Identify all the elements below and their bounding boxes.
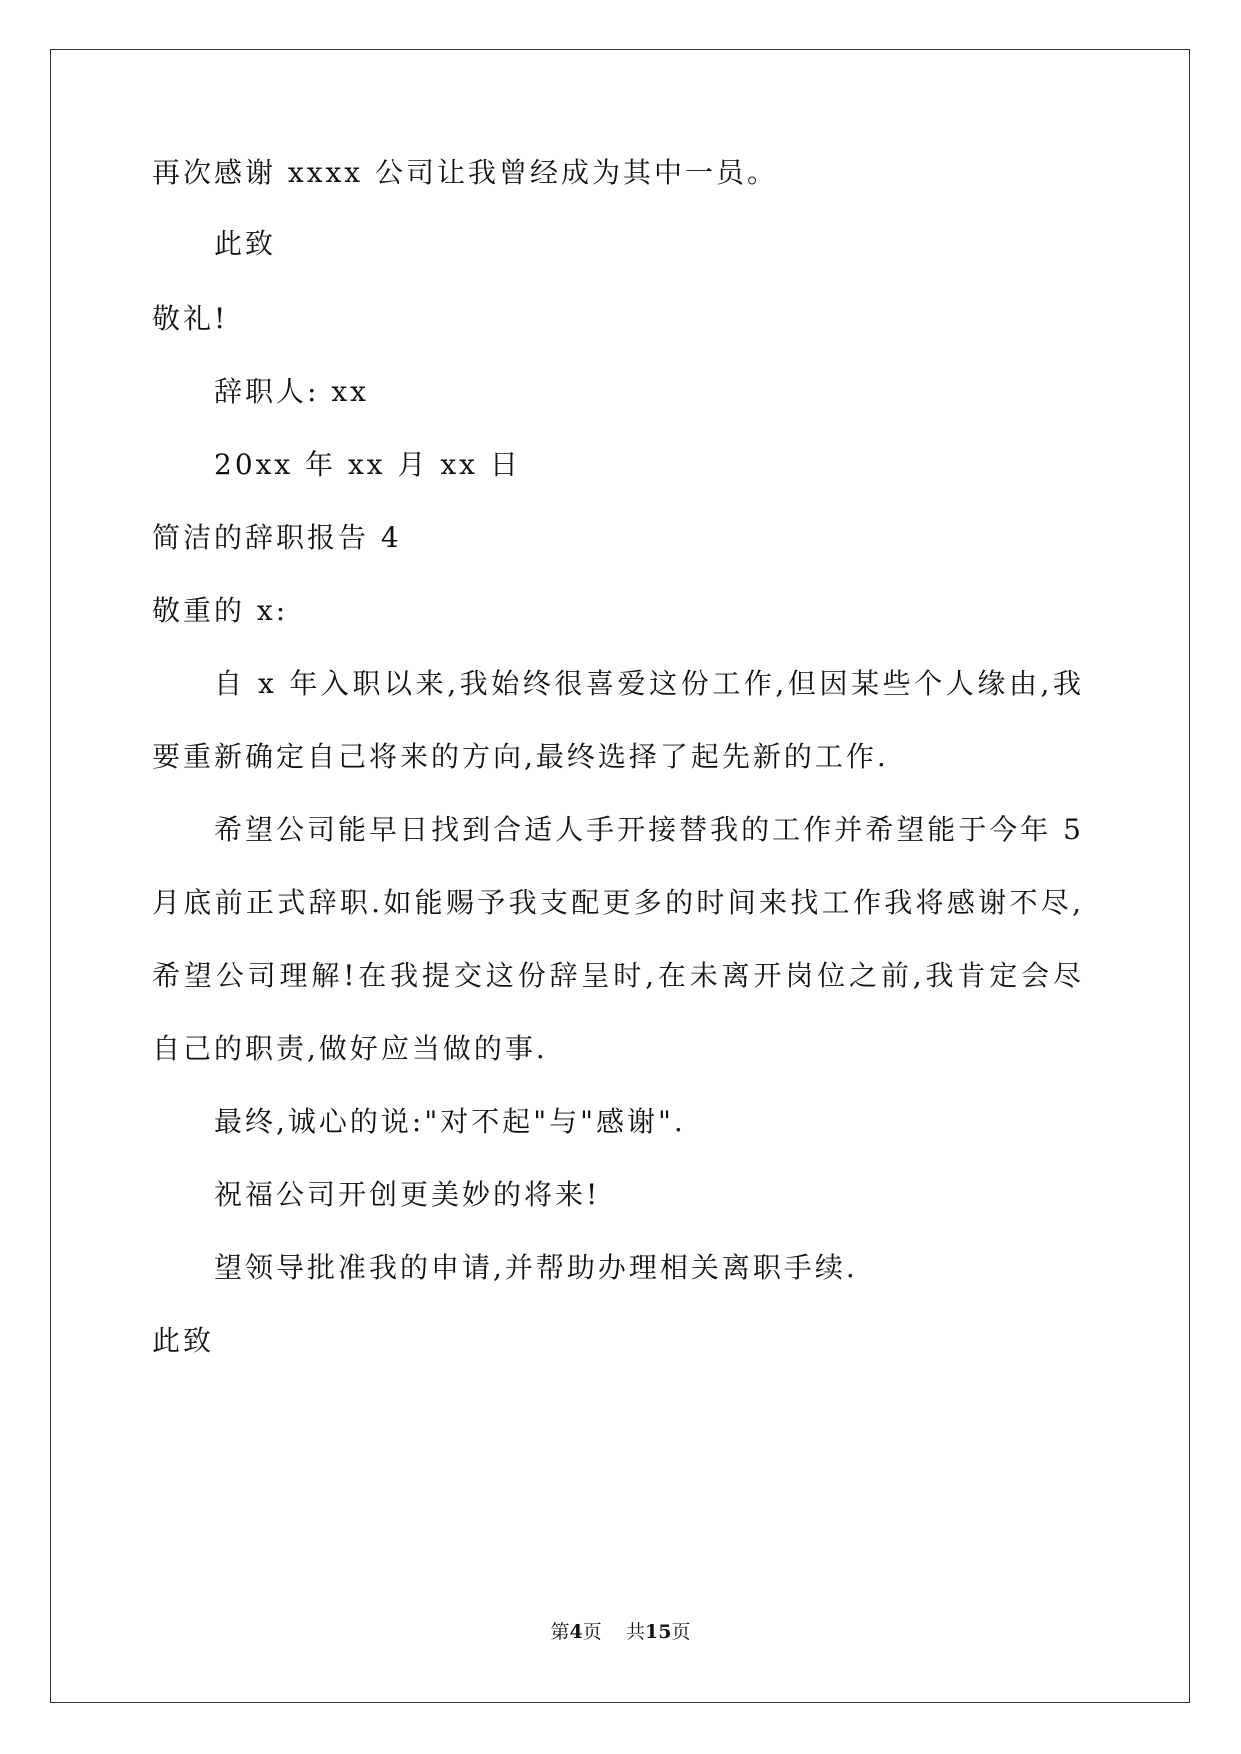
page-border (50, 49, 1190, 1703)
page-footer (0, 1620, 1241, 1644)
paragraph-line: 望领导批准我的申请,并帮助办理相关离职手续. (214, 1251, 858, 1284)
letter-greeting: 敬重的 x: (152, 594, 289, 627)
page-prefix: 第 (550, 1621, 570, 1643)
paragraph-line: 希望公司理解!在我提交这份辞呈时,在未离开岗位之前,我肯定会尽 (152, 959, 1084, 992)
total-suffix: 页 (671, 1621, 691, 1643)
paragraph-line: 最终,诚心的说:"对不起"与"感谢". (214, 1105, 686, 1138)
date-line: 20xx 年 xx 月 xx 日 (214, 448, 521, 481)
closing-salutation: 此致 (152, 1324, 215, 1357)
paragraph-line: 祝福公司开创更美妙的将来! (214, 1178, 601, 1211)
total-prefix: 共 (625, 1621, 645, 1643)
paragraph-line: 要重新确定自己将来的方向,最终选择了起先新的工作. (152, 740, 889, 773)
section-heading: 简洁的辞职报告 4 (152, 521, 402, 554)
page-suffix: 页 (582, 1621, 602, 1643)
signature-line: 辞职人: xx (214, 375, 369, 408)
paragraph-line: 月底前正式辞职.如能赐予我支配更多的时间来找工作我将感谢不尽, (152, 886, 1084, 919)
thanks-line: 再次感谢 xxxx 公司让我曾经成为其中一员。 (152, 156, 778, 189)
paragraph-line: 自己的职责,做好应当做的事. (152, 1032, 548, 1065)
page-number: 4 (569, 1621, 583, 1643)
closing-salutation: 此致 (214, 227, 277, 260)
closing-regards: 敬礼! (152, 302, 229, 335)
total-pages: 15 (644, 1621, 672, 1643)
paragraph-line: 希望公司能早日找到合适人手开接替我的工作并希望能于今年 5 (214, 813, 1084, 846)
paragraph-line: 自 x 年入职以来,我始终很喜爱这份工作,但因某些个人缘由,我 (214, 667, 1084, 700)
